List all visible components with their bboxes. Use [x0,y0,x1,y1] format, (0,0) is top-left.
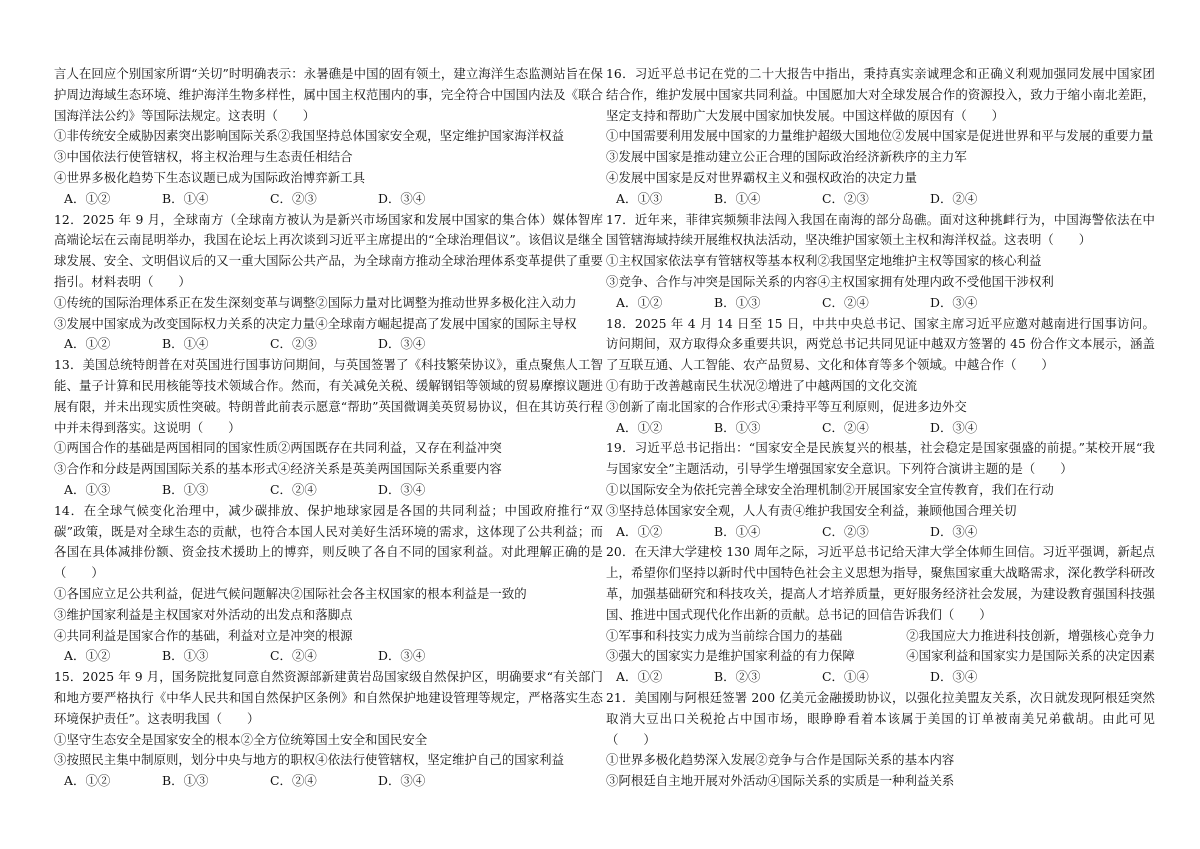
answer-options [54,771,603,792]
statement-line: ①有助于改善越南民生状况②增进了中越两国的文化交流 [606,377,918,393]
statement-line: ①传统的国际治理体系正在发生深刻变革与调整②国际力量对比调整为推动世界多极化注入动力 [54,294,577,310]
option-c[interactable]: C．②③ [822,523,869,539]
option-b[interactable]: B．②③ [714,669,761,685]
option-d[interactable]: D．③④ [378,773,426,789]
left-column [54,64,603,792]
statement-right: ④国家利益和国家实力是国际关系的决定因素 [906,648,1155,664]
statement-line: ③发展中国家是推动建立公正合理的国际政治经济新秩序的主力军 [606,149,967,165]
statement-right: ②我国应大力推进科技创新，增强核心竞争力 [906,627,1155,643]
answer-options [606,293,1155,314]
question-20 [606,542,1155,688]
question-11-continued [54,64,603,210]
option-c[interactable]: C．②③ [270,336,317,352]
answer-options [54,189,603,210]
option-a[interactable]: A．①② [616,669,663,685]
question-17 [606,210,1155,314]
statement-line: ①世界多极化趋势深入发展②竞争与合作是国际关系的基本内容 [606,752,955,768]
statement-line: ③维护国家利益是主权国家对外活动的出发点和落脚点 [54,606,353,622]
statement-line: ①主权国家依法享有管辖权等基本权利②我国坚定地维护主权等国家的核心利益 [606,253,1042,269]
right-column [606,64,1155,792]
option-c[interactable]: C．②④ [270,773,317,789]
statement-line: ①中国需要利用发展中国家的力量维护超级大国地位②发展中国家是促进世界和平与发展的重要力量 [606,128,1154,144]
question-stem: 20．在天津大学建校 130 周年之际，习近平总书记给天津大学全体师生回信。习近平强调，新起点上，希望你们坚持以新时代中国特色社会主义思想为指导，聚焦国家重大战略需求，深化教学科研改革，加强基础研究和科技攻关，提高人才培养质量，更好服务经济社会发展，为建设教育强国科技强国、推进中国式现代化作出新的贡献。总书记的回信告诉我们（ ） [606,544,1155,622]
question-stem: 19．习近平总书记指出：“国家安全是民族复兴的根基，社会稳定是国家强盛的前提。”某校开展“我与国家安全”主题活动，引导学生增强国家安全意识。下列符合演讲主题的是（ ） [606,440,1155,477]
question-18 [606,314,1155,439]
option-c[interactable]: C．①④ [822,669,869,685]
question-stem: 21．美国刚与阿根廷签署 200 亿美元金融援助协议，以强化拉美盟友关系，次日就发现阿根廷突然取消大豆出口关税抢占中国市场，眼睁睁看着本该属于美国的订单被南美兄弟截胡。由此可见（ ） [606,689,1155,747]
answer-options [606,418,1155,439]
answer-options [606,189,1155,210]
statement-row [606,646,1155,667]
statement-line: ③阿根廷自主地开展对外活动④国际关系的实质是一种利益关系 [606,773,955,789]
statement-row [606,626,1155,647]
question-stem: 18．2025 年 4 月 14 日至 15 日，中共中央总书记、国家主席习近平应邀对越南进行国事访问。访问期间，双方取得众多重要共识，两党总书记共同见证中越双方签署的 45 份合作文本展示，涵盖了互联互通、人工智能、农产品贸易、文化和体育等多个领域。中越合作（ ） [606,315,1155,373]
statement-line: ④共同利益是国家合作的基础，利益对立是冲突的根源 [54,627,353,643]
option-b[interactable]: B．①④ [162,336,209,352]
option-c[interactable]: C．②③ [270,190,317,206]
option-a[interactable]: A．①② [616,294,663,310]
option-c[interactable]: C．②④ [270,648,317,664]
statement-line: ①两国合作的基础是两国相同的国家性质②两国既存在共同利益，又存在利益冲突 [54,440,502,456]
option-a[interactable]: A．①② [64,336,111,352]
statement-line: ③中国依法行使管辖权，将主权治理与生态责任相结合 [54,149,353,165]
question-15 [54,667,603,792]
option-d[interactable]: D．③④ [930,419,978,435]
option-b[interactable]: B．①③ [714,419,761,435]
statement-line: ①以国际安全为依托完善全球安全治理机制②开展国家安全宣传教育，我们在行动 [606,481,1054,497]
option-c[interactable]: C．②③ [822,190,869,206]
answer-options [54,480,603,501]
option-b[interactable]: B．①③ [162,481,209,497]
question-stem: 17．近年来，菲律宾频频非法闯入我国在南海的部分岛礁。面对这种挑衅行为，中国海警依法在中国管辖海域持续开展维权执法活动，坚决维护国家领土主权和海洋权益。这表明（ ） [606,211,1155,248]
question-19 [606,438,1155,542]
answer-options [606,522,1155,543]
option-d[interactable]: D．③④ [930,523,978,539]
question-stem: 14．在全球气候变化治理中，减少碳排放、保护地球家园是各国的共同利益；中国政府推行“双碳”政策，既是对全球生态的贡献，也符合本国人民对美好生活环境的需求，这体现了公共利益；而各国在具体减排份额、资金技术援助上的博弈，则反映了各自不同的国家利益。对此理解正确的是（ ） [54,502,603,581]
answer-options [54,334,603,355]
statement-line: ①坚守生态安全是国家安全的根本②全方位统筹国土安全和国民安全 [54,731,428,747]
option-d[interactable]: D．③④ [930,669,978,685]
answer-options [606,667,1155,688]
option-d[interactable]: D．③④ [378,190,426,206]
option-c[interactable]: C．②④ [270,481,317,497]
option-d[interactable]: D．③④ [378,336,426,352]
option-b[interactable]: B．①③ [162,648,209,664]
question-14 [54,501,603,667]
option-a[interactable]: A．①② [64,648,111,664]
option-b[interactable]: B．①③ [714,294,761,310]
option-d[interactable]: D．②④ [930,190,978,206]
option-a[interactable]: A．①② [64,190,111,206]
option-a[interactable]: A．①② [64,773,111,789]
option-b[interactable]: B．①④ [714,190,761,206]
option-b[interactable]: B．①④ [162,190,209,206]
option-c[interactable]: C．②④ [822,419,869,435]
option-a[interactable]: A．①② [616,523,663,539]
option-a[interactable]: A．①③ [616,190,663,206]
statement-line: ①非传统安全威胁因素突出影响国际关系②我国坚持总体国家安全观，坚定维护国家海洋权益 [54,128,565,144]
question-stem: 13．美国总统特朗普在对英国进行国事访问期间，与英国签署了《科技繁荣协议》，重点聚焦人工智能、量子计算和民用核能等技术领域合作。然而，有关减免关税、缓解钢铝等领域的贸易摩擦议题进展有限，并未出现实质性突破。特朗普此前表示愿意“帮助”英国微调美英贸易协议，但在其访英行程中并未得到落实。这说明（ ） [54,357,603,435]
statement-line: ③创新了南北国家的合作形式④秉持平等互利原则，促进多边外交 [606,398,967,414]
question-stem: 言人在回应个别国家所谓“关切”时明确表示：永暑礁是中国的固有领土，建立海洋生态监测站旨在保护周边海域生态环境、维护海洋生物多样性，属中国主权范围内的事，完全符合中国国内法及《联合国海洋法公约》等国际法规定。这表明（ ） [54,66,603,123]
statement-line: ③合作和分歧是两国国际关系的基本形式④经济关系是英美两国国际关系重要内容 [54,461,502,477]
question-stem: 16．习近平总书记在党的二十大报告中指出，秉持真实亲诚理念和正确义利观加强同发展中国家团结合作，维护发展中国家共同利益。中国愿加大对全球发展合作的资源投入，致力于缩小南北差距，坚定支持和帮助广大发展中国家加快发展。中国这样做的原因有（ ） [606,66,1155,123]
option-a[interactable]: A．①③ [64,481,111,497]
statement-line: ①各国应立足公共利益，促进气候问题解决②国际社会各主权国家的根本利益是一致的 [54,585,527,601]
statement-line: ④世界多极化趋势下生态议题已成为国际政治博弈新工具 [54,169,366,185]
question-21 [606,688,1155,792]
statement-line: ③竞争、合作与冲突是国际关系的内容④主权国家拥有处理内政不受他国干涉权利 [606,273,1054,289]
question-stem: 12．2025 年 9 月，全球南方（全球南方被认为是新兴市场国家和发展中国家的集合体）媒体智库高端论坛在云南昆明举办，我国在论坛上再次谈到习近平主席提出的“全球治理倡议”。该倡议是继全球发展、安全、文明倡议后的又一重大国际公共产品，为全球南方推动全球治理体系变革提供了重要指引。材料表明（ ） [54,211,603,289]
option-d[interactable]: D．③④ [378,648,426,664]
option-b[interactable]: B．①③ [162,773,209,789]
question-stem: 15．2025 年 9 月，国务院批复同意自然资源部新建黄岩岛国家级自然保护区，明确要求“有关部门和地方要严格执行《中华人民共和国自然保护区条例》和自然保护地建设管理等规定，严格落实生态环境保护责任”。这表明我国（ ） [54,669,603,726]
question-12 [54,210,603,356]
question-16 [606,64,1155,210]
option-b[interactable]: B．①④ [714,523,761,539]
option-a[interactable]: A．①② [616,419,663,435]
question-13 [54,355,603,501]
statement-left: ③强大的国家实力是维护国家利益的有力保障 [606,648,855,664]
option-d[interactable]: D．③④ [378,481,426,497]
answer-options [54,646,603,667]
statement-line: ③坚持总体国家安全观，人人有责④维护我国安全利益，兼顾他国合理关切 [606,502,1017,518]
option-c[interactable]: C．②④ [822,294,869,310]
statement-line: ③按照民主集中制原则，划分中央与地方的职权④依法行使管辖权，坚定维护自己的国家利益 [54,752,565,768]
statement-line: ④发展中国家是反对世界霸权主义和强权政治的决定力量 [606,169,918,185]
option-d[interactable]: D．③④ [930,294,978,310]
statement-line: ③发展中国家成为改变国际权力关系的决定力量④全球南方崛起提高了发展中国家的国际主导权 [54,315,577,331]
statement-left: ①军事和科技实力成为当前综合国力的基础 [606,627,843,643]
